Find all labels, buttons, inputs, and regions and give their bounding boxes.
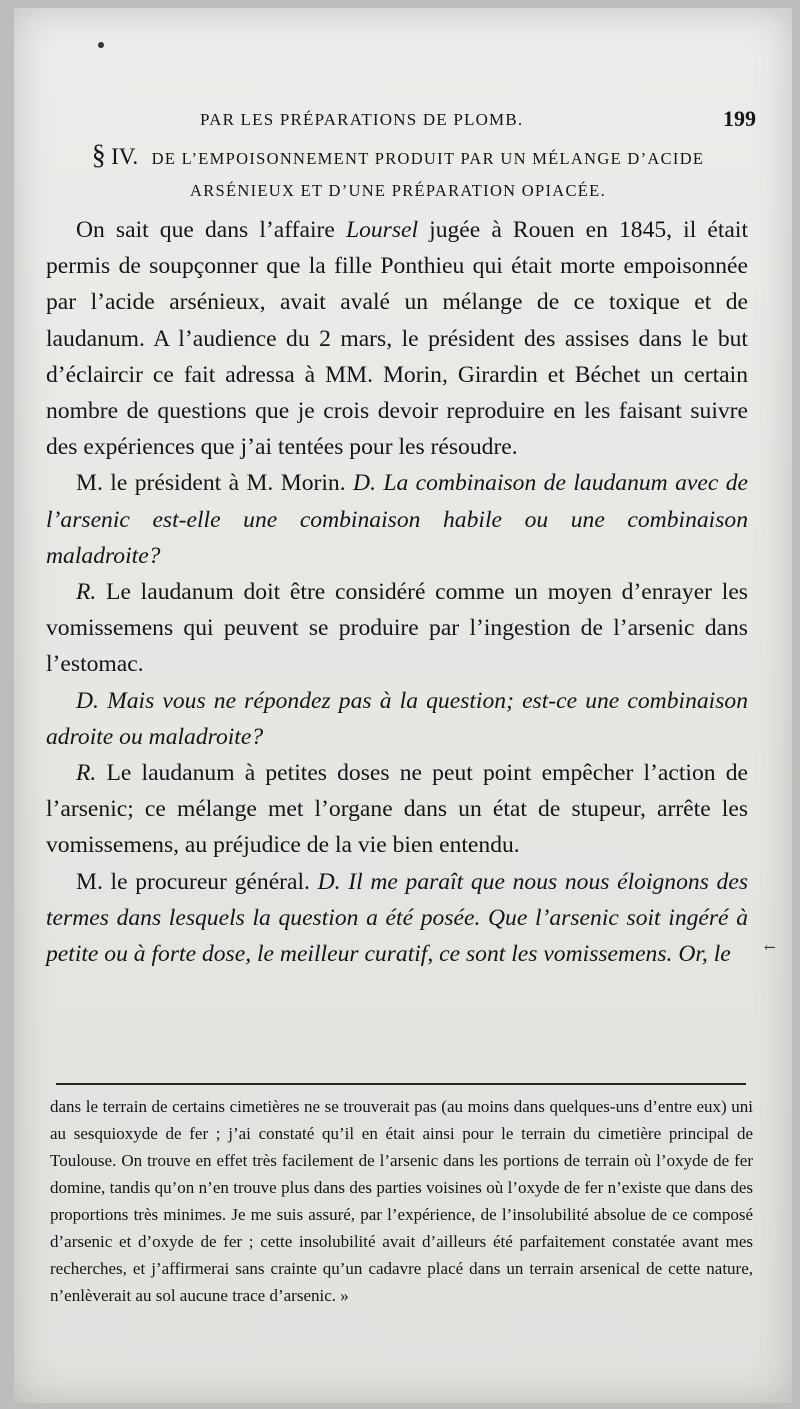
text-run: M. le procureur général. (76, 868, 318, 895)
text-run: M. le président à M. Morin. (76, 470, 354, 497)
section-heading (48, 140, 748, 207)
italic-run: D. La combinaison de laudanum avec de l’arsenic est-elle une combinaison habile ou une combinaison maladroite? (46, 470, 748, 569)
italic-run: R. (76, 579, 97, 606)
italic-run: Loursel (345, 217, 419, 243)
paragraph (46, 465, 748, 574)
section-title: DE L’EMPOISONNEMENT PRODUIT PAR UN MÉLANGE D’ACIDE ARSÉNIEUX ET D’UNE PRÉPARATION OPIACÉE. (151, 149, 705, 200)
text-run: Le laudanum doit être considéré comme un moyen d’enrayer les vomissemens qui peuvent se produire par l’ingestion de l’arsenic dans l’estomac. (46, 579, 748, 678)
italic-run: D. Mais vous ne répondez pas à la question; est-ce une combinaison adroite ou maladroite? (46, 687, 748, 750)
text-run: On sait que dans l’affaire (76, 217, 346, 243)
margin-mark: ← (764, 940, 776, 956)
italic-run: D. Il me paraît que nous nous éloignons des termes dans lesquels la question a été posée. Que l’arsenic soit ingéré à petite ou à forte dose, le meilleur curatif, ce sont les vomissemens. Or, le (46, 868, 748, 968)
footnote-text: dans le terrain de certains cimetières ne se trouverait pas (au moins dans quelques-uns d’entre eux) uni au sesquioxyde de fer ; j’ai constaté qu’il en était ainsi pour le terrain du cimetière principal de Toulouse. On trouve en effet très facilement de l’arsenic dans les portions de terrain où l’oxyde de fer domine, tandis qu’on n’en trouve plus dans des parties voisines où l’oxyde de fer n’existe que dans des proportions très minimes. Je me suis assuré, par l’expérience, de l’insolubilité absolue de ce composé d’arsenic et d’oxyde de fer ; cette insolubilité avait d’ailleurs été parfaitement constatée avant mes recherches, et j’affirmerai sans crainte qu’un cadavre placé dans un terrain arsenical de cette nature, n’enlèverait au sol aucune trace d’arsenic. » (50, 1097, 753, 1305)
paragraph (46, 864, 748, 973)
running-head-title: PAR LES PRÉPARATIONS DE PLOMB. (200, 110, 524, 129)
text-run: Le laudanum à petites doses ne peut point empêcher l’action de l’arsenic; ce mélange met l’organe dans un état de stupeur, arrête les vomissemens, au préjudice de la vie bien entendu. (46, 760, 748, 859)
section-number: IV. (111, 144, 139, 169)
text-run: jugée à Rouen en 1845, il était permis de soupçonner que la fille Ponthieu qui était morte empoisonnée par l’acide arsénieux, avait avalé un mélange de ce toxique et de laudanum. A l’audience du 2 mars, le président des assises dans le but d’éclaircir ce fait adressa à MM. Morin, Girardin et Béchet un certain nombre de questions que je crois devoir reproduire en les faisant suivre des expériences que j’ai tentées pour les résoudre. (46, 217, 749, 461)
footnote (50, 1093, 753, 1309)
ink-spot (98, 42, 104, 48)
italic-run: R. (76, 760, 97, 787)
paragraph (46, 574, 748, 683)
body-text (46, 212, 748, 972)
paragraph (46, 755, 748, 864)
footnote-rule (56, 1083, 746, 1085)
page-number: 199 (723, 106, 756, 131)
section-symbol: § (91, 140, 106, 171)
paragraph (46, 683, 748, 755)
paragraph (46, 212, 748, 465)
